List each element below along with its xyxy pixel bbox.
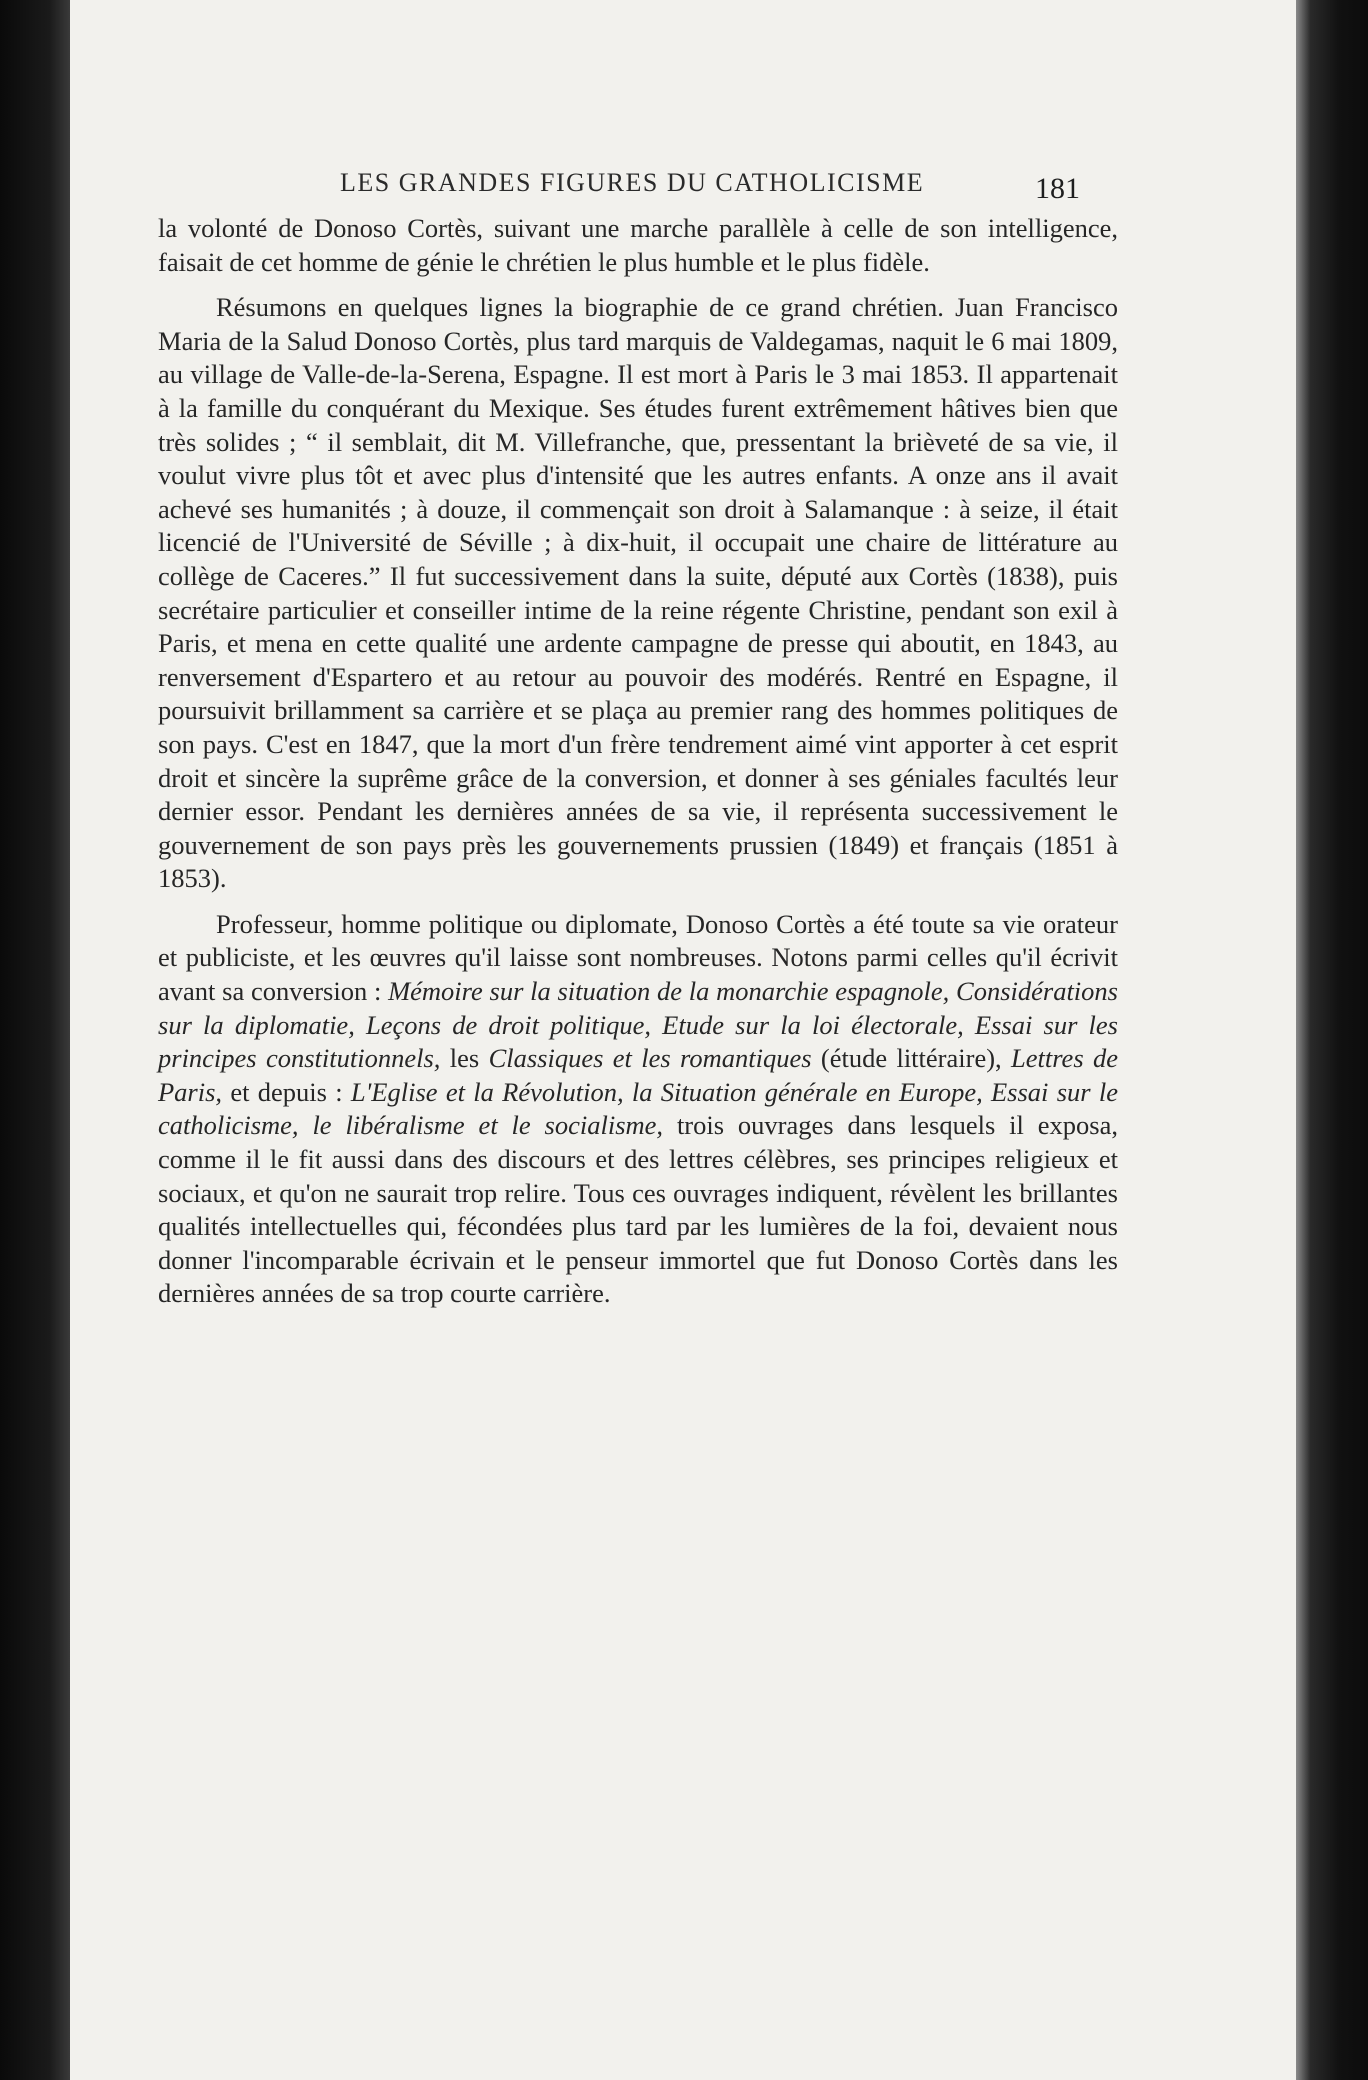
scan-edge-left (0, 0, 70, 2080)
works-title-list-4: L'Eglise et la Révolution, la Situation générale en Europe, Essai sur le catholicisme, le libéralisme et le socialisme, (158, 1076, 1118, 1141)
paragraph-works (158, 908, 1118, 1311)
body-text (158, 212, 1118, 1311)
book-page (70, 0, 1296, 2080)
paragraph-continued: la volonté de Donoso Cortès, suivant une marche parallèle à celle de son intelligence, faisait de cet homme de génie le chrétien le plus humble et le plus fidèle. (158, 213, 1118, 277)
works-title-list-1: Mémoire sur la situation de la monarchie espagnole, Considérations sur la diplomatie, Leçons de droit politique, Etude sur la loi électorale, Essai sur les principes constitutionnels, (158, 976, 1118, 1074)
paragraph-biography: Résumons en quelques lignes la biographie de ce grand chrétien. Juan Francisco Maria de la Salud Donoso Cortès, plus tard marquis de Valdegamas, naquit le 6 mai 1809, au village de Valle-de-la-Serena, Espagne. Il est mort à Paris le 3 mai 1853. Il appartenait à la famille du conquérant du Mexique. Ses études furent extrêmement hâtives bien que très solides ; “ il semblait, dit M. Villefranche, que, pressentant la brièveté de sa vie, il voulut vivre plus tôt et avec plus d'intensité que les autres enfants. A onze ans il avait achevé ses humanités ; à douze, il commençait son droit à Salamanque : à seize, il était licencié de l'Université de Séville ; à dix-huit, il occupait une chaire de littérature au collège de Caceres.” Il fut successivement dans la suite, député aux Cortès (1838), puis secrétaire particulier et conseiller intime de la reine régente Christine, pendant son exil à Paris, et mena en cette qualité une ardente campagne de presse qui aboutit, en 1843, au renversement d'Espartero et au retour au pouvoir des modérés. Rentré en Espagne, il poursuivit brillamment sa carrière et se plaça au premier rang des hommes politiques de son pays. C'est en 1847, que la mort d'un frère tendrement aimé vint apporter à cet esprit droit et sincère la suprême grâce de la conversion, et donner à ses géniales facultés leur dernier essor. Pendant les dernières années de sa vie, il représenta successivement le gouvernement de son pays près les gouvernements prussien (1849) et français (1851 à 1853). (158, 292, 1118, 894)
works-intro-text: Professeur, homme politique ou diplomate, Donoso Cortès a été toute sa vie orateur et publiciste, et les œuvres qu'il laisse sont nombreuses. Notons parmi celles qu'il écrivit avant sa conversion : (158, 908, 1118, 1007)
works-connector-1: les (440, 1043, 489, 1074)
page-number: 181 (1035, 172, 1080, 205)
works-title-3: Lettres de Paris, (158, 1043, 1118, 1107)
running-header: LES GRANDES FIGURES DU CATHOLICISME (340, 168, 925, 197)
works-title-2: Classiques et les romantiques (488, 1043, 812, 1074)
works-connector-3: et depuis : (222, 1076, 351, 1107)
works-connector-2: (étude littéraire), (811, 1043, 1011, 1074)
scan-edge-right (1296, 0, 1368, 2080)
works-closing-text: trois ouvrages dans lesquels il exposa, comme il le fit aussi dans des discours et des lettres célèbres, ses principes religieux et sociaux, et qu'on ne saurait trop relire. Tous ces ouvrages indiquent, révèlent les brillantes qualités intellectuelles qui, fécondées plus tard par les lumières de la foi, devaient nous donner l'incomparable écrivain et le penseur immortel que fut Donoso Cortès dans les dernières années de sa trop courte carrière. (158, 1110, 1118, 1309)
